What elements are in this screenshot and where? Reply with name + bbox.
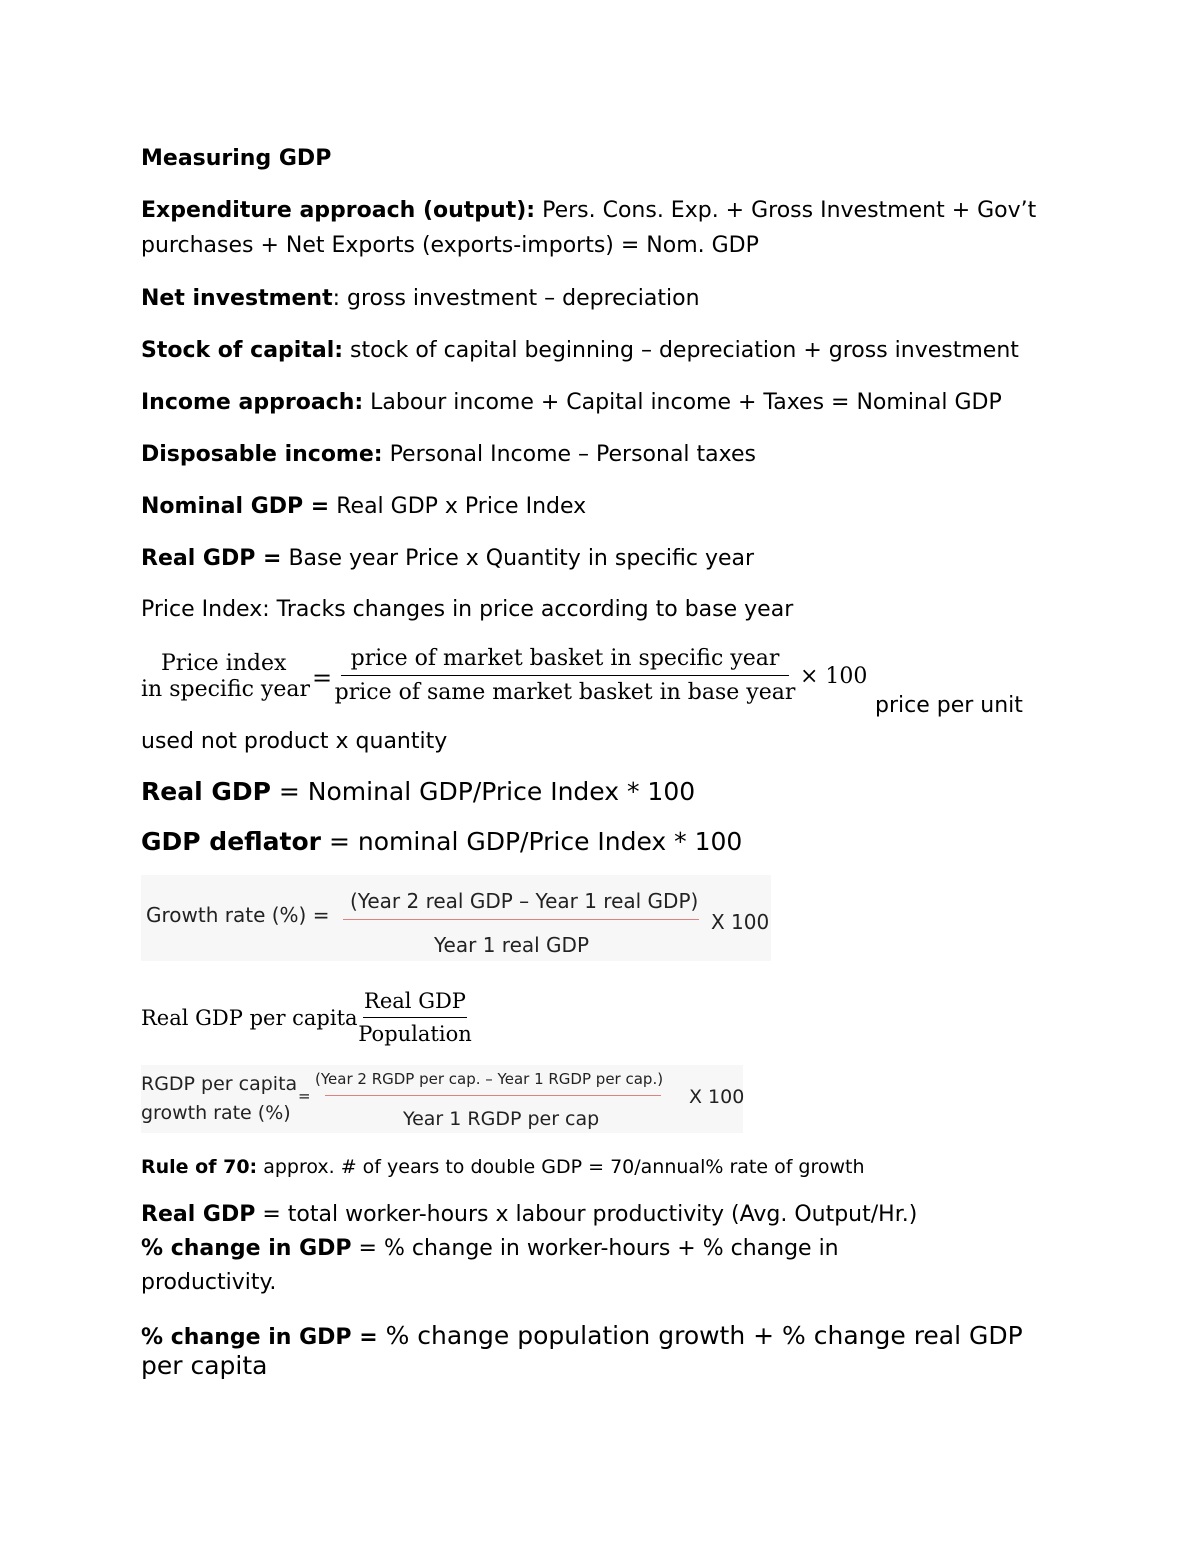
price-formula-equals: = xyxy=(312,664,333,692)
rule-of-70-text: approx. # of years to double GDP = 70/annual% rate of growth xyxy=(257,1156,865,1178)
real-gdp-big-line xyxy=(141,776,695,809)
real-gdp-hours-text: = total worker-hours x labour productivity (Avg. Output/Hr.) xyxy=(255,1202,918,1227)
income-approach-text: Labour income + Capital income + Taxes = Nominal GDP xyxy=(363,390,1002,415)
gdp-deflator-line xyxy=(141,826,742,859)
growth-formula-lhs: Growth rate (%) = xyxy=(146,903,330,927)
page-title: Measuring GDP xyxy=(141,146,332,171)
pct-change-population-line1 xyxy=(141,1320,1023,1353)
rgdp-growth-lhs1: RGDP per capita xyxy=(141,1073,298,1095)
per-capita-bar xyxy=(363,1017,467,1018)
expenditure-approach-text2: purchases + Net Exports (exports-imports) = Nom. GDP xyxy=(141,233,759,258)
stock-capital-text: stock of capital beginning – depreciation + gross investment xyxy=(343,338,1019,363)
gdp-deflator-label: GDP deflator xyxy=(141,827,322,856)
rgdp-growth-times: X 100 xyxy=(689,1086,745,1108)
pct-change-gdp-label: % change in GDP xyxy=(141,1236,352,1261)
expenditure-approach-line1 xyxy=(141,197,1036,226)
expenditure-approach-label: Expenditure approach (output): xyxy=(141,198,536,223)
pct-change-population-text1: % change population growth + % change real GDP xyxy=(377,1321,1023,1350)
net-investment-label: Net investment xyxy=(141,286,333,311)
pct-change-gdp-text1: = % change in worker-hours + % change in xyxy=(351,1236,839,1261)
pct-change-gdp-line1 xyxy=(141,1235,839,1264)
real-gdp-big-label: Real GDP xyxy=(141,777,271,806)
growth-formula-bar xyxy=(343,919,699,920)
pct-change-population-label: % change in GDP = xyxy=(141,1325,378,1350)
real-gdp-hours-line xyxy=(141,1201,917,1230)
rgdp-growth-lhs2: growth rate (%) xyxy=(141,1102,291,1124)
price-formula-lhs xyxy=(141,651,310,704)
gdp-deflator-text: = nominal GDP/Price Index * 100 xyxy=(321,827,743,856)
rgdp-growth-denominator: Year 1 RGDP per cap xyxy=(403,1108,600,1130)
per-capita-numerator: Real GDP xyxy=(364,989,466,1013)
real-gdp-label: Real GDP = xyxy=(141,546,282,571)
rgdp-growth-formula-box xyxy=(141,1065,743,1133)
net-investment-text: : gross investment – depreciation xyxy=(332,286,700,311)
per-capita-lhs: Real GDP per capita xyxy=(141,1006,358,1030)
disposable-income-line xyxy=(141,441,756,470)
price-index-definition: Price Index: Tracks changes in price according to base year xyxy=(141,597,794,622)
disposable-income-label: Disposable income: xyxy=(141,442,383,467)
stock-capital-label: Stock of capital: xyxy=(141,338,344,363)
pct-change-population-text2: per capita xyxy=(141,1351,268,1380)
pct-change-gdp-text2: productivity. xyxy=(141,1270,277,1295)
per-capita-fraction xyxy=(358,989,472,1046)
price-formula-bar xyxy=(341,675,789,676)
nominal-gdp-line xyxy=(141,493,586,522)
income-approach-line xyxy=(141,389,1002,418)
rgdp-growth-equals: = xyxy=(298,1087,311,1105)
rgdp-growth-numerator: (Year 2 RGDP per cap. – Year 1 RGDP per cap.) xyxy=(315,1070,664,1088)
growth-formula-box xyxy=(141,875,771,961)
price-formula-denominator: price of same market basket in base year xyxy=(334,680,796,705)
rule-of-70-label: Rule of 70: xyxy=(141,1156,258,1178)
growth-formula-numerator: (Year 2 real GDP – Year 1 real GDP) xyxy=(350,889,699,913)
price-note-1: price per unit xyxy=(875,693,1023,718)
nominal-gdp-label: Nominal GDP = xyxy=(141,494,330,519)
price-formula-numerator: price of market basket in specific year xyxy=(350,646,780,671)
price-note-2: used not product x quantity xyxy=(141,729,448,754)
real-gdp-big-text: = Nominal GDP/Price Index * 100 xyxy=(270,777,696,806)
price-formula-lhs-line1: Price index xyxy=(161,651,287,676)
price-formula-times: × 100 xyxy=(800,664,868,689)
real-gdp-text: Base year Price x Quantity in specific year xyxy=(281,546,755,571)
rule-of-70-line xyxy=(141,1155,865,1180)
disposable-income-text: Personal Income – Personal taxes xyxy=(382,442,756,467)
growth-formula-times: X 100 xyxy=(711,910,770,934)
income-approach-label: Income approach: xyxy=(141,390,364,415)
growth-formula-denominator: Year 1 real GDP xyxy=(434,933,589,957)
stock-capital-line xyxy=(141,337,1019,366)
per-capita-denominator: Population xyxy=(358,1022,472,1046)
price-formula-fraction xyxy=(334,646,796,705)
rgdp-growth-bar xyxy=(325,1095,661,1096)
expenditure-approach-text1: Pers. Cons. Exp. + Gross Investment + Gov’t xyxy=(535,198,1037,223)
price-formula-lhs-line2: in specific year xyxy=(141,677,311,703)
net-investment-line xyxy=(141,285,700,314)
real-gdp-line xyxy=(141,545,754,574)
real-gdp-hours-label: Real GDP xyxy=(141,1202,256,1227)
nominal-gdp-text: Real GDP x Price Index xyxy=(329,494,587,519)
